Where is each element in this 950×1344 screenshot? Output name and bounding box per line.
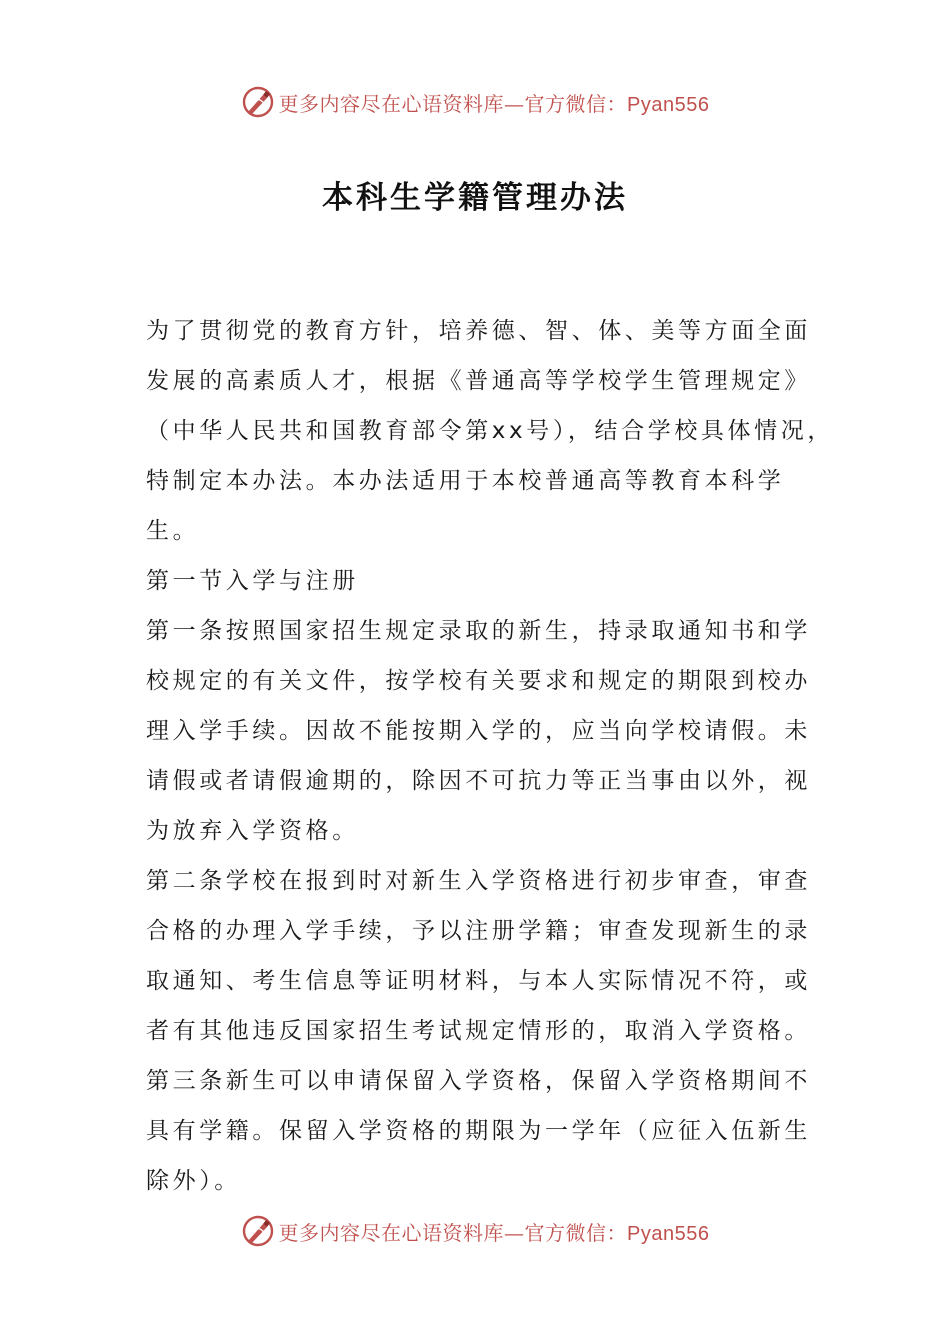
watermark-wechat-id: Pyan556: [627, 1222, 710, 1245]
article-3: 第三条新生可以申请保留入学资格，保留入学资格期间不具有学籍。保留入学资格的期限为一学年（应征入伍新生除外）。: [146, 1068, 811, 1194]
document-title: 本科生学籍管理办法: [322, 180, 628, 216]
article-2: 第二条学校在报到时对新生入学资格进行初步审查，审查合格的办理入学手续，予以注册学籍；审查发现新生的录取通知、考生信息等证明材料，与本人实际情况不符，或者有其他违反国家招生考试规定情形的，取消入学资格。: [146, 868, 811, 1044]
header-watermark-banner: [0, 82, 950, 122]
watermark-main-text: 更多内容尽在心语资料库: [278, 91, 505, 116]
watermark-text: [279, 88, 710, 117]
watermark-text: [279, 1217, 710, 1246]
watermark-wechat-label: 官方微信：: [524, 1220, 628, 1245]
watermark-dash: —: [504, 91, 525, 116]
paragraph-preamble: 为了贯彻党的教育方针，培养德、智、体、美等方面全面发展的高素质人才，根据《普通高等学校学生管理规定》（中华人民共和国教育部令第xx号），结合学校具体情况，特制定本办法。本办法适用于本校普通高等教育本科学生。: [146, 318, 834, 544]
pen-logo-icon: [241, 1214, 275, 1248]
pen-logo-icon: [241, 85, 275, 119]
document-body: [146, 306, 836, 1206]
article-1: 第一条按照国家招生规定录取的新生，持录取通知书和学校规定的有关文件，按学校有关要求和规定的期限到校办理入学手续。因故不能按期入学的，应当向学校请假。未请假或者请假逾期的，除因不可抗力等正当事由以外，视为放弃入学资格。: [146, 618, 811, 844]
watermark-main-text: 更多内容尽在心语资料库: [278, 1220, 505, 1245]
watermark-wechat-id: Pyan556: [627, 93, 710, 116]
footer-watermark-banner: [0, 1211, 950, 1251]
section-heading: 第一节入学与注册: [146, 568, 359, 594]
watermark-dash: —: [504, 1220, 525, 1245]
watermark-wechat-label: 官方微信：: [524, 91, 628, 116]
